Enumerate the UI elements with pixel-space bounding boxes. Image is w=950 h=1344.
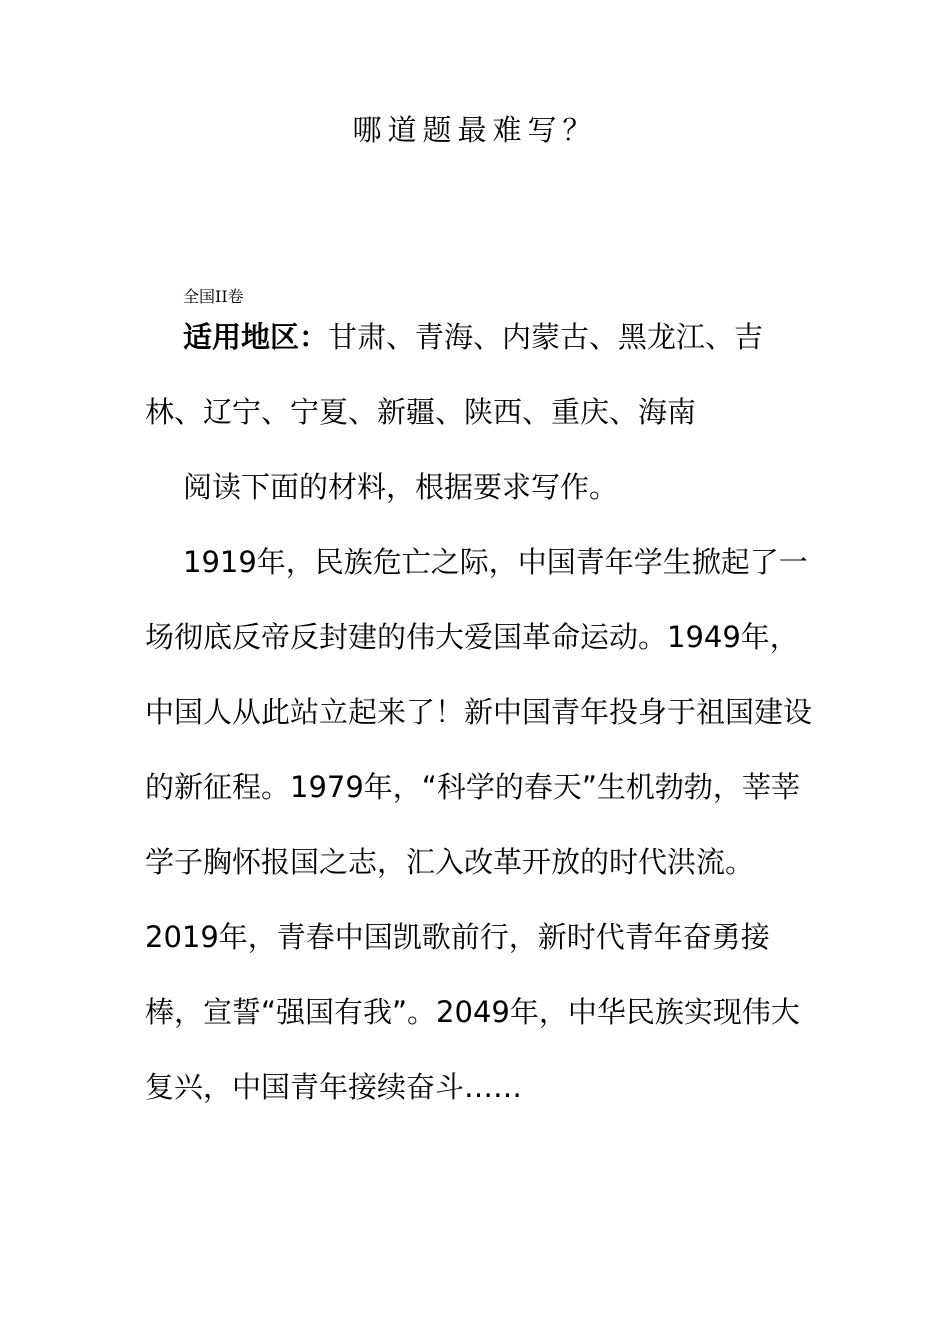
region-label: 适用地区： xyxy=(183,320,329,354)
material-paragraph: 1919年，民族危亡之际，中国青年学生掀起了一场彻底反帝反封建的伟大爱国革命运动。1949年，中国人从此站立起来了！新中国青年投身于祖国建设的新征程。1979年，“科学的春天”生机勃勃，莘莘学子胸怀报国之志，汇入改革开放的时代洪流。2019年，青春中国凯歌前行，新时代青年奋勇接棒，宣誓“强国有我”。2049年，中华民族实现伟大复兴，中国青年接续奋斗…… xyxy=(145,545,813,1104)
exam-volume-label: 全国II卷 xyxy=(183,287,244,306)
region-list: 甘肃、青海、内蒙古、黑龙江、吉林、辽宁、宁夏、新疆、陕西、重庆、海南 xyxy=(145,320,764,429)
page-title: 哪道题最难写？ xyxy=(352,113,598,147)
instruction-paragraph: 阅读下面的材料，根据要求写作。 xyxy=(183,470,619,504)
region-paragraph xyxy=(145,300,815,450)
document-body xyxy=(145,300,815,1125)
